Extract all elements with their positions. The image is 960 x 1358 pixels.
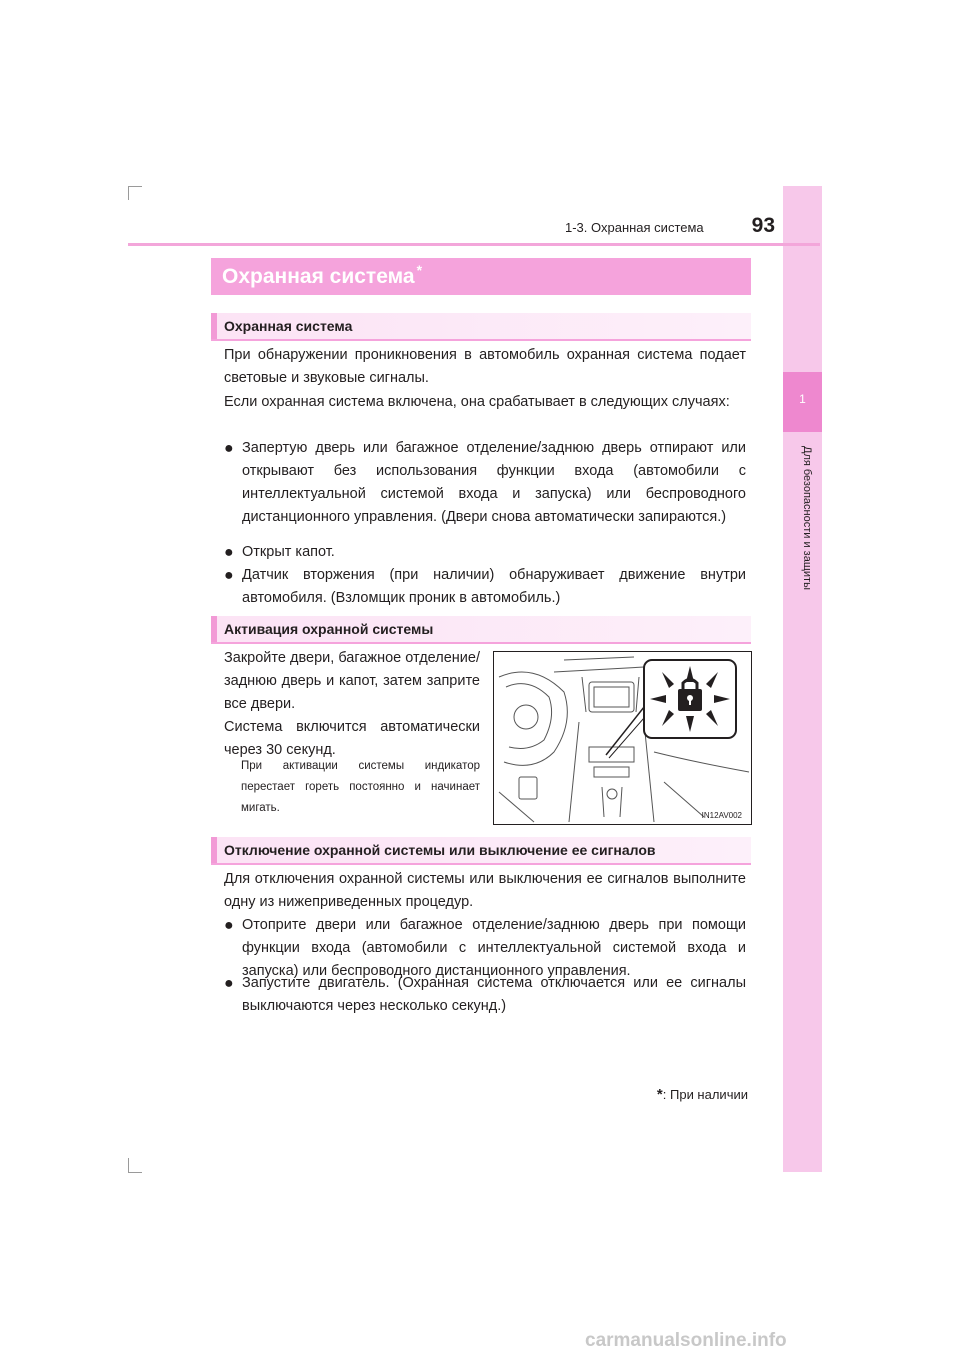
list-item: ● Датчик вторжения (при наличии) обнаруживает движение внутри автомобиля. (Взломщик проник в автомобиль.)	[224, 564, 746, 610]
list-item: ● Запертую дверь или багажное отделение/заднюю дверь отпирают или открывают без использования функции входа (автомобили с интеллектуальной системой входа и запуска) или беспроводного дистанционного управления. (Двери снова автоматически запираются.)	[224, 437, 746, 529]
list-item: ● Открыт капот.	[224, 541, 746, 564]
crop-mark-top-left-h	[128, 186, 142, 187]
side-tab	[783, 186, 822, 1172]
section-heading: Активация охранной системы	[224, 621, 434, 637]
running-header: 1-3. Охранная система	[565, 220, 704, 235]
note-text: При активации системы индикатор перестает гореть постоянно и начинает мигать.	[241, 760, 480, 814]
paragraph: Если охранная система включена, она срабатывает в следующих случаях:	[224, 394, 730, 410]
bullet-icon: ●	[224, 544, 234, 561]
page-title: Охранная система *	[222, 262, 423, 288]
side-tab-chapter-number: 1	[799, 392, 806, 406]
crop-mark-bottom-left-h	[128, 1172, 142, 1173]
header-rule	[128, 243, 820, 246]
page-number: 93	[751, 214, 775, 237]
section-heading: Охранная система	[224, 318, 353, 334]
list-item: ● Запустите двигатель. (Охранная система отключается или ее сигналы выключаются через несколько секунд.)	[224, 972, 746, 1018]
paragraph: Система включится автоматически через 30 секунд.	[224, 719, 480, 758]
bullet-icon: ●	[224, 567, 234, 584]
footnote-mark: *	[656, 1086, 663, 1103]
dashboard-illustration	[493, 651, 752, 825]
section-heading: Отключение охранной системы или выключение ее сигналов	[224, 842, 656, 858]
side-tab-chapter-title: Для безопасности и защиты	[801, 446, 813, 590]
list-item: ● Отоприте двери или багажное отделение/заднюю дверь при помощи функции входа (автомобили с интеллектуальной системой входа и запуска) или беспроводного дистанционного управления.	[224, 914, 746, 983]
footnote: *: При наличии	[656, 1086, 748, 1103]
paragraph: При обнаружении проникновения в автомобиль охранная система подает световые и звуковые сигналы.	[224, 347, 746, 386]
bullet-icon: ●	[224, 917, 234, 934]
bullet-icon: ●	[224, 440, 234, 457]
paragraph: Закройте двери, багажное отделение/заднюю дверь и капот, затем заприте все двери.	[224, 650, 480, 712]
paragraph: Для отключения охранной системы или выключения ее сигналов выполните одну из нижеприведенных процедур.	[224, 871, 746, 910]
bullet-icon: ●	[224, 975, 234, 992]
crop-mark-top-left-v	[128, 186, 129, 200]
optional-equipment-mark: *	[416, 262, 423, 278]
dashboard-drawing	[494, 652, 751, 824]
figure-code: IN12AV002	[701, 811, 742, 820]
crop-mark-bottom-left-v	[128, 1158, 129, 1172]
watermark: carmanualsonline.info	[585, 1330, 787, 1351]
